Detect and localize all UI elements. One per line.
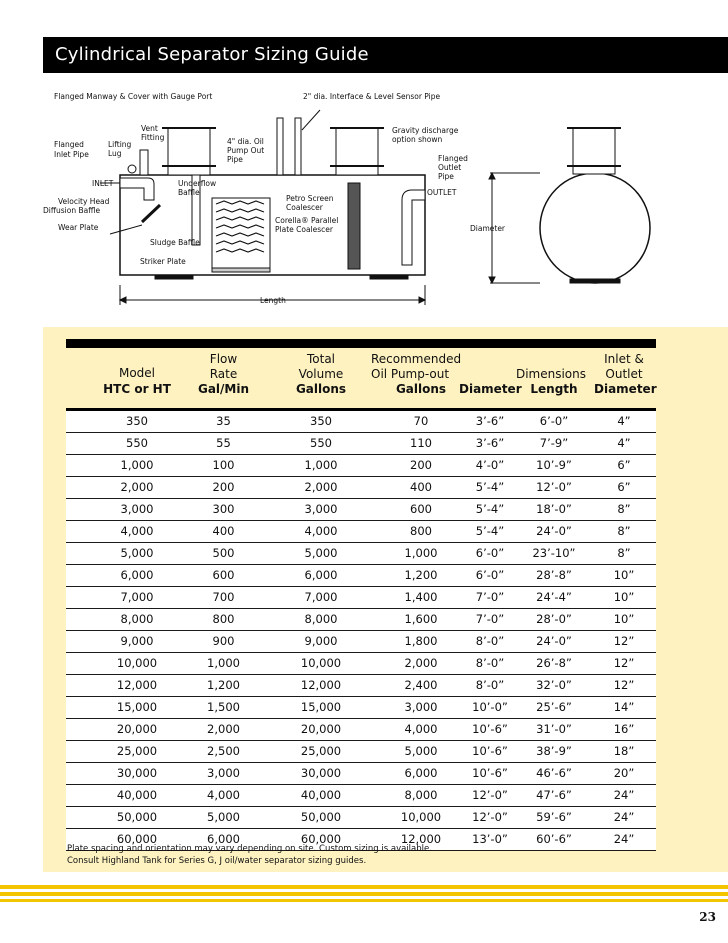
table-cell: 24’-0” [536,524,572,538]
table-cell: 12” [613,634,635,648]
table-cell: 30,000 [116,766,158,780]
table-cell: 55 [216,436,231,450]
label-underflow: Underflow [178,179,217,188]
table-cell: 350 [126,414,148,428]
table-cell: 5’-4” [475,480,505,494]
table-cell: 10’-6” [472,766,508,780]
table-cell: 10” [613,612,635,626]
table-cell: 5,000 [120,546,154,560]
table-row [66,653,656,675]
table-cell: 4” [617,436,631,450]
table-cell: 4’-0” [475,458,505,472]
note-line-2: Consult Highland Tank for Series G, J oil/water separator sizing guides. [67,856,367,866]
table-cell: 700 [212,590,235,604]
hdr-model: Model [118,366,156,380]
table-cell: 2,400 [404,678,438,692]
svg-text:Outlet: Outlet [438,163,462,172]
table-cell: 500 [212,546,235,560]
table-cell: 1,600 [404,612,438,626]
table-cell: 8’-0” [475,656,505,670]
table-cell: 1,400 [404,590,438,604]
table-row [66,543,656,565]
svg-text:Fitting: Fitting [141,133,165,142]
table-cell: 24’-4” [536,590,572,604]
table-cell: 10’-6” [472,722,508,736]
table-row [66,763,656,785]
table-cell: 18” [613,744,635,758]
hdr-total: Total [306,352,336,366]
hdr-length: Length [530,382,578,396]
table-cell: 28’-0” [536,612,572,626]
table-cell: 6’-0” [539,414,569,428]
title-bar [43,37,728,73]
table-cell: 8,000 [120,612,154,626]
table-cell: 25,000 [300,744,342,758]
table-row [66,719,656,741]
label-vent: Vent [141,124,158,133]
table-cell: 5’-4” [475,524,505,538]
table-cell: 100 [212,458,235,472]
table-cell: 10,000 [116,656,158,670]
page-number: 23 [699,910,716,924]
table-top-rule [66,339,656,348]
table-cell: 32’-0” [536,678,572,692]
table-cell: 12,000 [116,678,158,692]
table-row [66,433,656,455]
manway-2 [336,128,378,175]
svg-text:Pipe: Pipe [227,155,243,164]
table-cell: 7’-0” [475,590,505,604]
table-cell: 1,000 [404,546,438,560]
table-cell: 3,000 [120,502,154,516]
yellow-stripe-2 [0,892,728,896]
table-cell: 16” [613,722,635,736]
table-row [66,477,656,499]
label-sludge: Sludge Baffle [150,238,200,247]
table-cell: 900 [212,634,235,648]
table-cell: 1,000 [304,458,338,472]
table-row [66,587,656,609]
table-cell: 40,000 [116,788,158,802]
hdr-diameter: Diameter [459,382,522,396]
table-cell: 23’-10” [532,546,576,560]
table-row [66,411,656,433]
table-cell: 550 [126,436,148,450]
table-cell: 10’-9” [536,458,572,472]
yellow-stripe-1 [0,885,728,889]
table-cell: 12,000 [400,832,442,846]
table-cell: 60,000 [300,832,342,846]
table-cell: 35 [216,414,231,428]
end-view [540,173,650,283]
label-interface: 2" dia. Interface & Level Sensor Pipe [303,92,441,101]
table-cell: 7’-0” [475,612,505,626]
table-row [66,785,656,807]
manway-1 [168,128,210,175]
table-cell: 3,000 [304,502,338,516]
table-row [66,499,656,521]
table-cell: 20” [613,766,635,780]
table-cell: 1,200 [404,568,438,582]
table-row [66,521,656,543]
table-cell: 600 [212,568,235,582]
table-cell: 10,000 [400,810,442,824]
table-cell: 400 [410,480,432,494]
table-cell: 12’-0” [472,810,508,824]
table-cell: 12” [613,656,635,670]
table-cell: 18’-0” [536,502,572,516]
table-cell: 5,000 [304,546,338,560]
svg-text:Coalescer: Coalescer [286,203,323,212]
table-cell: 59’-6” [536,810,572,824]
table-cell: 2,000 [120,480,154,494]
hdr-flow: Flow [209,352,238,366]
table-cell: 4,000 [207,788,240,802]
svg-text:Plate Coalescer: Plate Coalescer [275,225,333,234]
table-cell: 10” [613,590,635,604]
table-cell: 15,000 [300,700,342,714]
table-cell: 4,000 [120,524,154,538]
petro-screen [348,183,360,269]
table-cell: 8,000 [404,788,438,802]
table-cell: 46’-6” [536,766,572,780]
table-cell: 6” [617,480,631,494]
table-cell: 10’-0” [472,700,508,714]
label-manway: Flanged Manway & Cover with Gauge Port [54,92,213,101]
note-line-1: Plate spacing and orientation may vary depending on site. Custom sizing is available. [67,844,432,854]
hdr-recommended: Recommended [371,352,462,366]
label-corella: Corella® Parallel [275,216,339,225]
table-cell: 200 [410,458,432,472]
table-cell: 6’-0” [475,568,505,582]
table-cell: 8’-0” [475,678,505,692]
table-cell: 4,000 [304,524,338,538]
table-cell: 8” [617,546,631,560]
table-cell: 38’-9” [536,744,572,758]
table-cell: 12’-0” [472,788,508,802]
table-cell: 6,000 [120,568,154,582]
svg-text:Diffusion Baffle: Diffusion Baffle [43,206,101,215]
table-row [66,455,656,477]
table-row [66,697,656,719]
label-gravity: Gravity discharge [392,126,459,135]
label-wear: Wear Plate [58,223,99,232]
table-cell: 28’-8” [536,568,572,582]
table-cell: 6,000 [207,832,240,846]
table-cell: 24’-0” [536,634,572,648]
table-cell: 1,500 [207,700,240,714]
table-cell: 800 [212,612,235,626]
table-row [66,675,656,697]
table-cell: 5,000 [207,810,240,824]
table-cell: 3’-6” [475,414,505,428]
table-cell: 24” [613,810,635,824]
table-cell: 12’-0” [536,480,572,494]
table-cell: 70 [413,414,429,428]
table-cell: 6’-0” [475,546,505,560]
separator-diagram [40,80,728,320]
table-cell: 9,000 [120,634,154,648]
table-cell: 31’-0” [536,722,572,736]
table-cell: 600 [410,502,432,516]
table-cell: 5’-4” [475,502,505,516]
table-cell: 14” [613,700,635,714]
table-cell: 6,000 [304,568,338,582]
table-cell: 1,800 [404,634,438,648]
table-cell: 24” [613,832,635,846]
svg-text:Baffle: Baffle [178,188,200,197]
table-cell: 3,000 [207,766,240,780]
table-cell: 12” [613,678,635,692]
table-cell: 1,000 [120,458,154,472]
table-row [66,741,656,763]
table-cell: 2,000 [207,722,240,736]
table-row [66,807,656,829]
table-cell: 7,000 [304,590,338,604]
table-cell: 200 [212,480,235,494]
svg-text:Lug: Lug [108,149,122,158]
page-title: Cylindrical Separator Sizing Guide [55,44,369,65]
table-cell: 550 [310,436,332,450]
label-petro: Petro Screen [286,194,334,203]
table-cell: 40,000 [300,788,342,802]
table-cell: 12,000 [300,678,342,692]
svg-text:option shown: option shown [392,135,443,144]
table-cell: 300 [212,502,235,516]
label-velocity: Velocity Head [58,197,110,206]
pumpout-pipe [277,118,283,175]
table-cell: 24” [613,788,635,802]
table-cell: 25,000 [116,744,158,758]
label-inlet: INLET [92,179,114,188]
svg-text:Inlet Pipe: Inlet Pipe [54,150,89,159]
table-cell: 8,000 [304,612,338,626]
table-row [66,609,656,631]
table-cell: 3,000 [404,700,438,714]
table-cell: 5,000 [404,744,438,758]
label-outlet-pipe: Flanged [438,154,468,163]
table-cell: 6,000 [404,766,438,780]
table-notes [67,843,432,867]
label-diameter: Diameter [470,224,506,233]
table-cell: 4” [617,414,631,428]
table-cell: 15,000 [116,700,158,714]
hdr-model-sub: HTC or HT [103,382,171,396]
table-cell: 8” [617,502,631,516]
table-cell: 60’-6” [536,832,572,846]
svg-text:Pump Out: Pump Out [227,146,265,155]
table-cell: 47’-6” [536,788,572,802]
table-cell: 26’-8” [536,656,572,670]
table-cell: 2,000 [304,480,338,494]
table-cell: 10’-6” [472,744,508,758]
table-cell: 1,000 [207,656,240,670]
table-body [66,411,656,851]
label-striker: Striker Plate [140,257,186,266]
hdr-dimensions: Dimensions [515,367,587,381]
hdr-inlet: Inlet & [604,352,644,366]
svg-text:Pipe: Pipe [438,172,454,181]
sensor-pipe [295,118,301,175]
label-outlet: OUTLET [427,188,457,197]
table-cell: 3’-6” [475,436,505,450]
table-cell: 1,200 [207,678,240,692]
table-cell: 8” [617,524,631,538]
label-pumpout: 4" dia. Oil [227,137,264,146]
table-cell: 350 [310,414,332,428]
table-cell: 7,000 [120,590,154,604]
table-cell: 20,000 [116,722,158,736]
table-cell: 6” [617,458,631,472]
table-cell: 4,000 [404,722,438,736]
table-cell: 30,000 [300,766,342,780]
sizing-table [66,339,656,851]
table-cell: 10” [613,568,635,582]
table-cell: 7’-9” [539,436,569,450]
label-lifting-lug: Lifting [108,140,132,149]
sizing-table-panel [43,327,728,872]
label-flanged-inlet: Flanged [54,140,84,149]
table-cell: 2,000 [404,656,438,670]
table-row [66,565,656,587]
table-cell: 50,000 [300,810,342,824]
table-cell: 20,000 [300,722,342,736]
label-length: Length [260,296,286,305]
table-cell: 110 [410,436,432,450]
table-cell: 10,000 [300,656,342,670]
table-row [66,631,656,653]
table-cell: 25’-6” [536,700,572,714]
table-cell: 800 [410,524,432,538]
table-cell: 9,000 [304,634,338,648]
yellow-stripe-3 [0,899,728,902]
table-cell: 50,000 [116,810,158,824]
table-cell: 60,000 [116,832,158,846]
table-cell: 2,500 [207,744,240,758]
table-cell: 8’-0” [475,634,505,648]
table-cell: 13’-0” [472,832,508,846]
table-header: Model HTC or HT Flow Rate Gal/Min Total Volume Gallons Recommended Oil Pump-out Gallons Dimensions Diameter Length Inlet & Outlet Diameter [66,348,656,411]
table-cell: 400 [212,524,235,538]
